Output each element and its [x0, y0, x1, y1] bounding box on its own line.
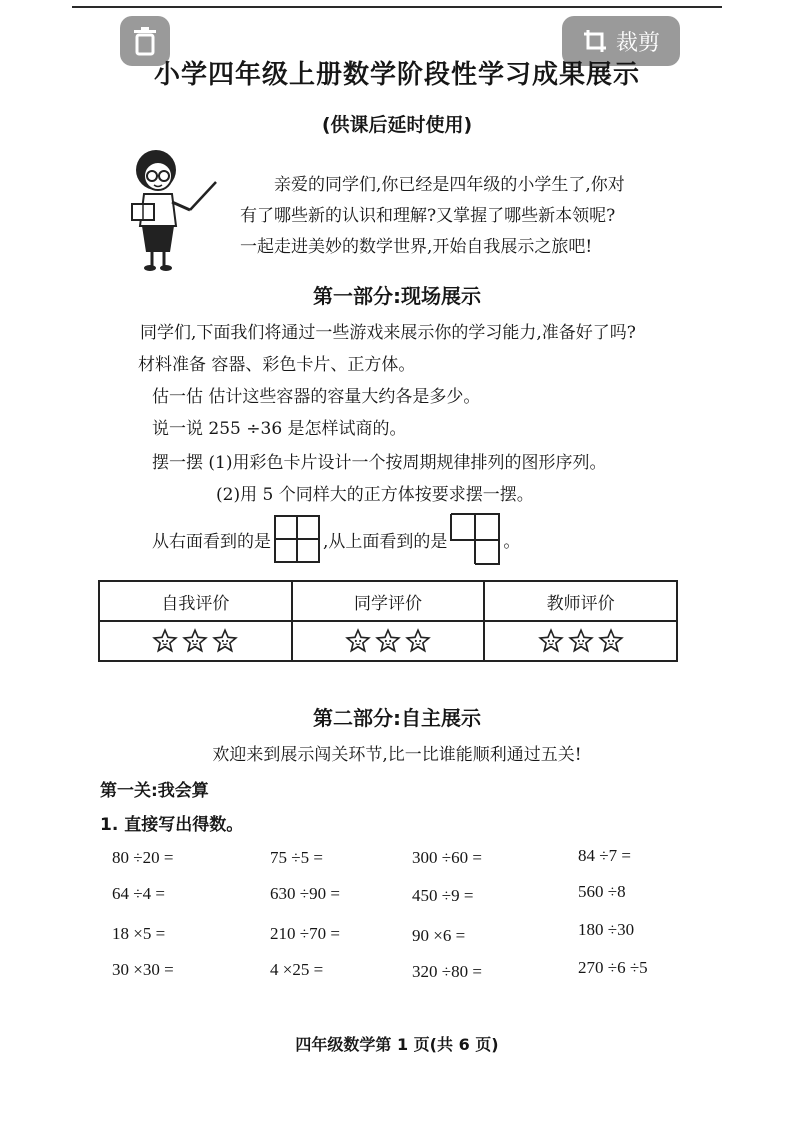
calc-item: 560 ÷8 [578, 882, 626, 901]
part1-line: 同学们,下面我们将通过一些游戏来展示你的学习能力,准备好了吗? [140, 323, 636, 343]
intro-paragraph [240, 170, 670, 263]
eval-header-peer: 同学评价 [292, 581, 485, 621]
top-view-diagram [449, 512, 501, 566]
crop-icon [582, 28, 608, 54]
eval-star-row [99, 621, 677, 661]
star-icon[interactable] [345, 628, 371, 654]
level-title: 第一关:我会算 [100, 781, 209, 801]
star-rating-peer[interactable] [294, 628, 483, 654]
calc-item: 4 ×25 = [270, 960, 324, 979]
part1-line: 估一估 估计这些容器的容量大约各是多少。 [152, 387, 481, 407]
star-rating-teacher[interactable] [486, 628, 675, 654]
eval-header-teacher: 教师评价 [484, 581, 677, 621]
teacher-illustration [118, 146, 228, 276]
intro-line: 一起走进美妙的数学世界,开始自我展示之旅吧! [240, 237, 593, 257]
eval-header-row [99, 581, 677, 621]
star-icon[interactable] [182, 628, 208, 654]
evaluation-table [98, 580, 678, 662]
page-footer: 四年级数学第 1 页(共 6 页) [295, 1035, 499, 1054]
star-icon[interactable] [598, 628, 624, 654]
calc-item: 180 ÷30 [578, 920, 635, 939]
calc-item: 18 ×5 = [112, 924, 166, 943]
part1-line: 材料准备 容器、彩色卡片、正方体。 [138, 355, 416, 375]
star-icon[interactable] [375, 628, 401, 654]
view-text-top: ,从上面看到的是 [323, 531, 448, 552]
trash-icon [132, 26, 158, 56]
calc-item: 630 ÷90 = [270, 884, 340, 903]
calc-item: 300 ÷60 = [412, 848, 482, 867]
calc-item: 90 ×6 = [412, 926, 466, 945]
question-title: 1. 直接写出得数。 [100, 815, 244, 835]
part1-line: 摆一摆 (1)用彩色卡片设计一个按周期规律排列的图形序列。 [152, 453, 607, 473]
intro-line: 有了哪些新的认识和理解?又掌握了哪些新本领呢? [240, 206, 616, 226]
top-border-line [72, 6, 722, 8]
calc-item: 75 ÷5 = [270, 848, 323, 867]
intro-line: 亲爱的同学们,你已经是四年级的小学生了,你对 [274, 175, 625, 195]
calc-item: 30 ×30 = [112, 960, 174, 979]
view-text-right: 从右面看到的是 [152, 531, 271, 552]
star-icon[interactable] [568, 628, 594, 654]
star-icon[interactable] [152, 628, 178, 654]
crop-label: 裁剪 [615, 30, 660, 56]
star-icon[interactable] [538, 628, 564, 654]
star-icon[interactable] [405, 628, 431, 654]
calc-item: 270 ÷6 ÷5 [578, 958, 648, 977]
calc-item: 80 ÷20 = [112, 848, 174, 867]
page-subtitle: (供课后延时使用) [321, 114, 473, 136]
part1-line: (2)用 5 个同样大的正方体按要求摆一摆。 [216, 485, 534, 505]
page-title: 小学四年级上册数学阶段性学习成果展示 [153, 60, 640, 90]
calc-item: 64 ÷4 = [112, 884, 165, 903]
calc-item: 320 ÷80 = [412, 962, 482, 981]
star-icon[interactable] [212, 628, 238, 654]
part2-title: 第二部分:自主展示 [313, 706, 481, 730]
right-view-diagram [273, 514, 321, 564]
view-question [152, 512, 520, 566]
part2-welcome: 欢迎来到展示闯关环节,比一比谁能顺利通过五关! [212, 745, 582, 765]
calc-item: 450 ÷9 = [412, 886, 474, 905]
star-rating-self[interactable] [101, 628, 290, 654]
view-text-end: 。 [503, 531, 521, 552]
part1-line: 说一说 255 ÷36 是怎样试商的。 [152, 419, 407, 439]
calc-item: 84 ÷7 = [578, 846, 631, 865]
calc-item: 210 ÷70 = [270, 924, 340, 943]
part1-title: 第一部分:现场展示 [313, 284, 481, 308]
eval-header-self: 自我评价 [99, 581, 292, 621]
